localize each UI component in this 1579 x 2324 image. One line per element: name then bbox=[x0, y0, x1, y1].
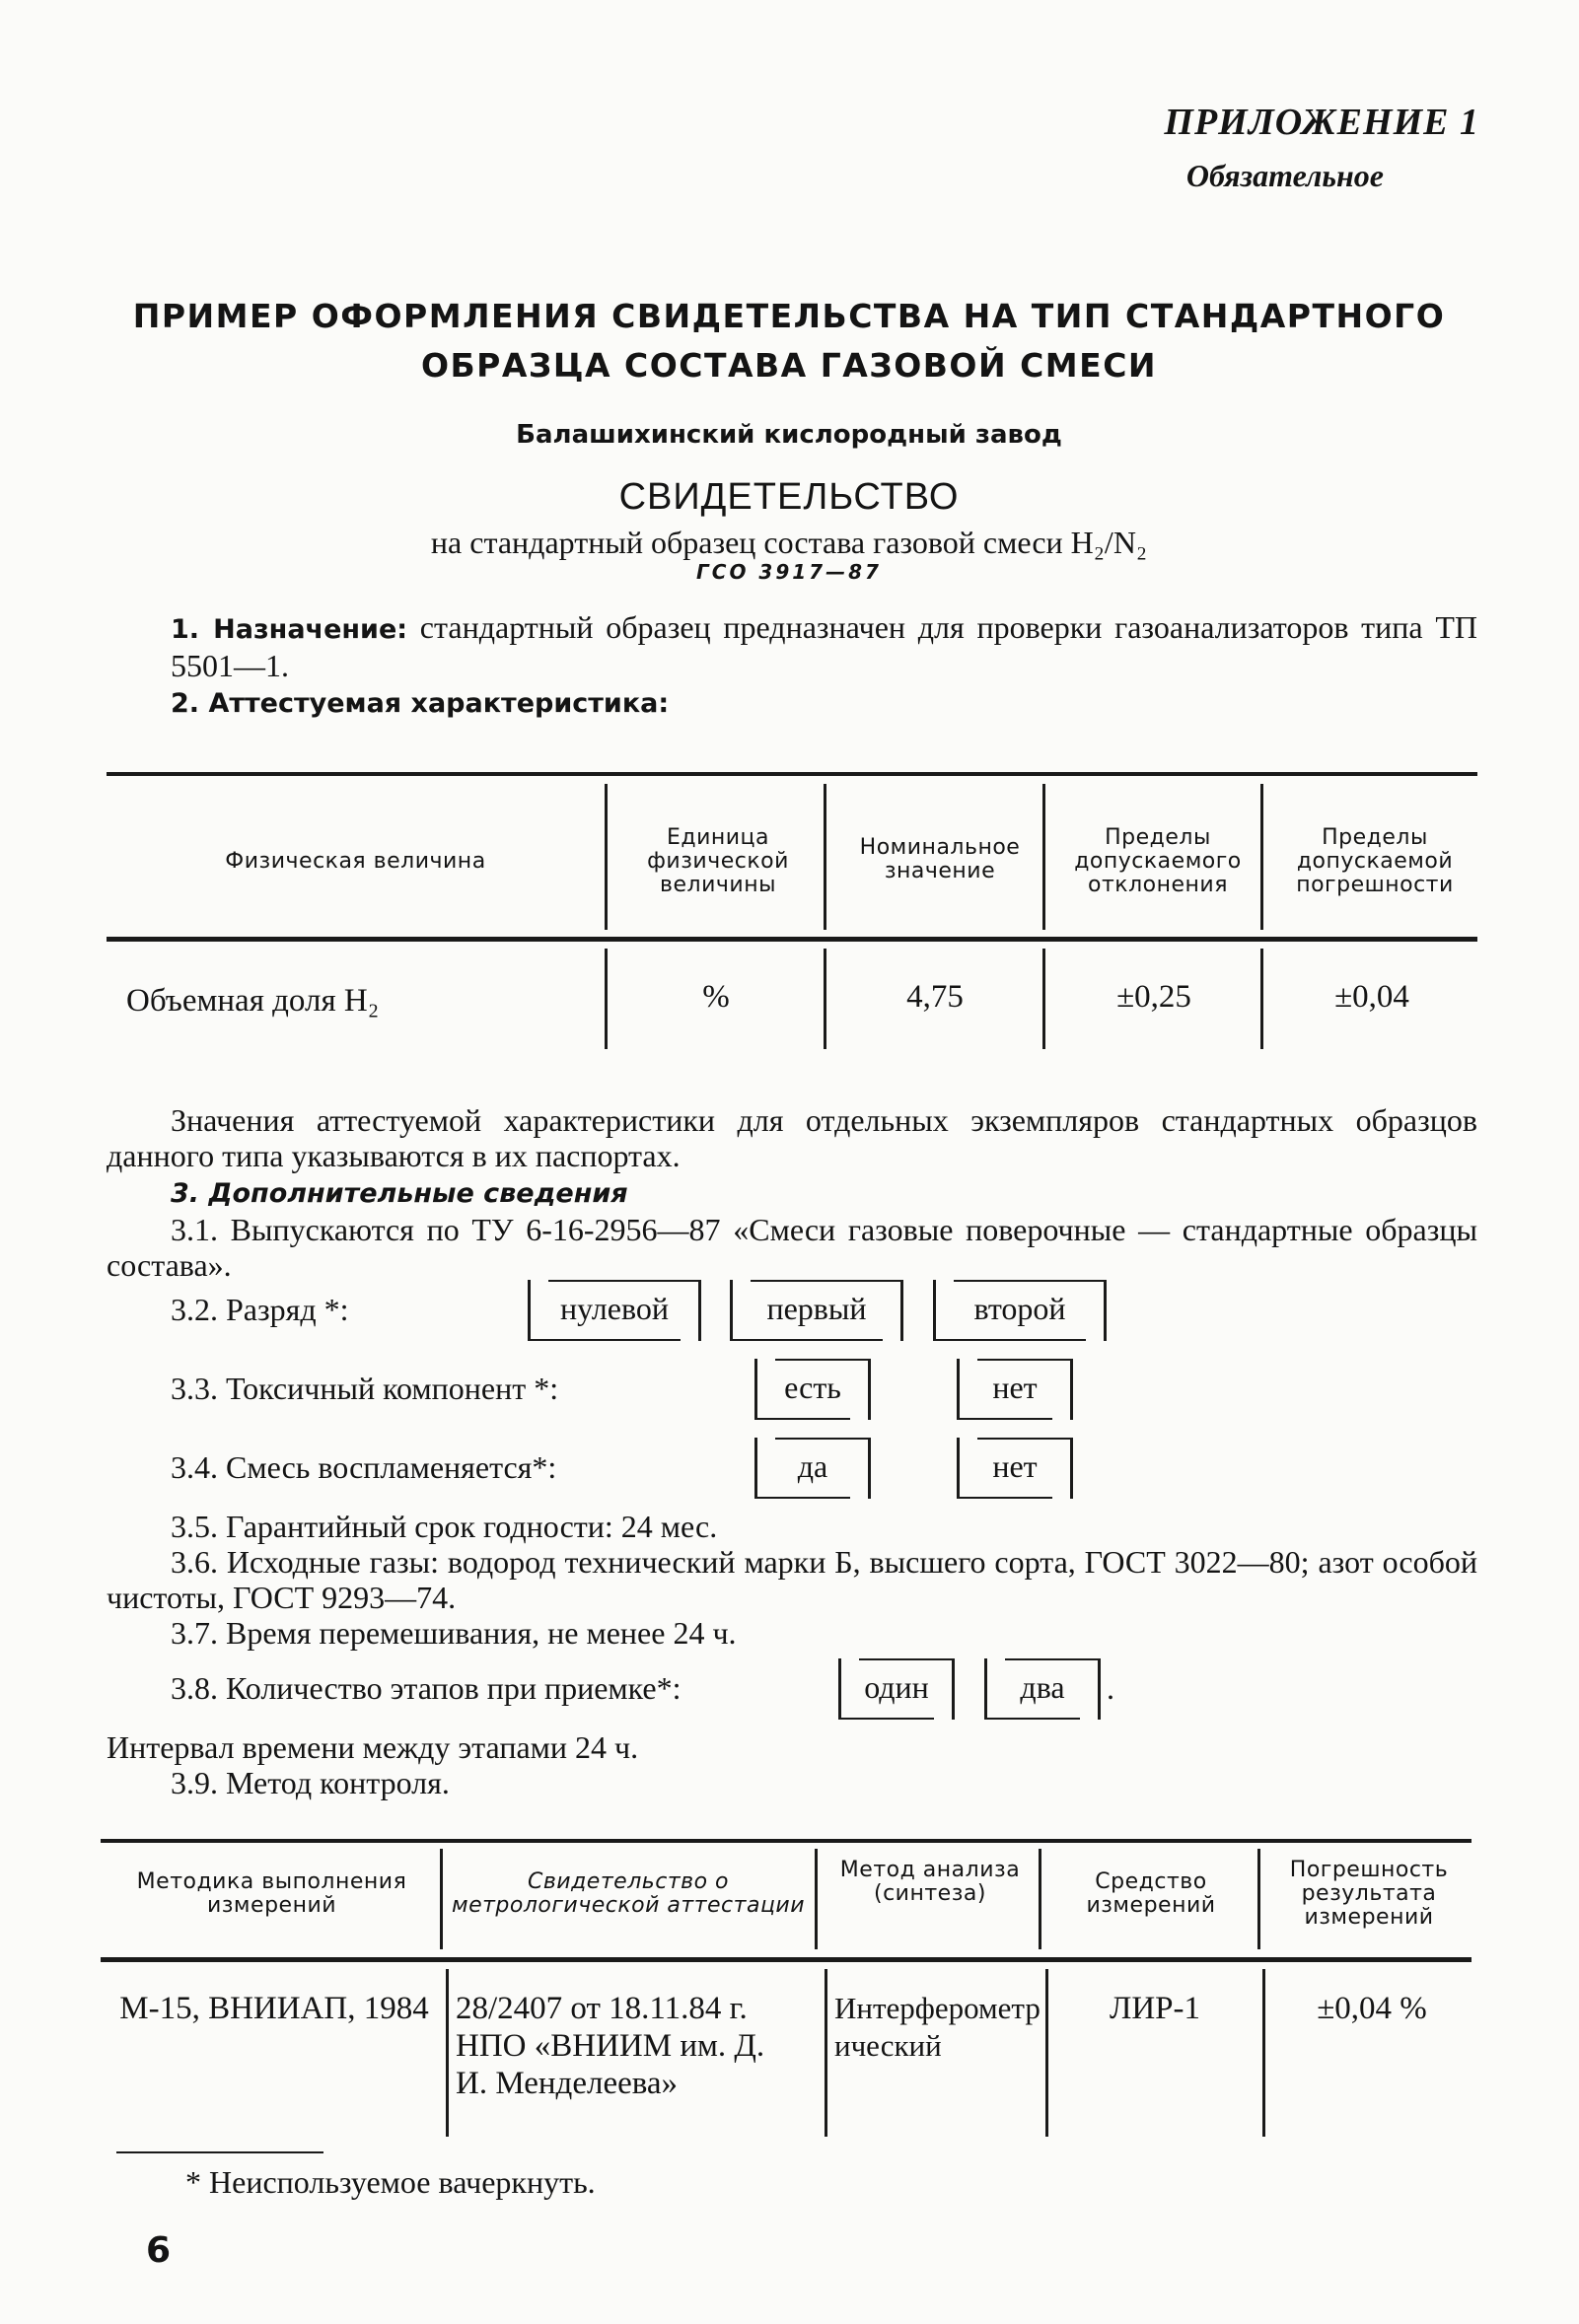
column-divider bbox=[1045, 1969, 1048, 2137]
option-box: второй bbox=[933, 1280, 1107, 1341]
additional-info-label: 3. Дополнительные сведения bbox=[171, 1178, 628, 1209]
appendix-label: ПРИЛОЖЕНИЕ 1 bbox=[1164, 102, 1479, 143]
table-cell: % bbox=[702, 979, 730, 1015]
item-3-8-label: 3.8. Количество этапов при приемке*: bbox=[171, 1670, 682, 1706]
table-header-cell: Погрешность результата измерений bbox=[1289, 1858, 1449, 1930]
table-header-cell: Единица физической величины bbox=[647, 825, 789, 897]
table-cell: Интерферометрический bbox=[834, 1991, 1041, 2063]
table-cell: М-15, ВНИИАП, 1984 bbox=[119, 1991, 429, 2026]
item-3-2-label: 3.2. Разряд *: bbox=[171, 1292, 349, 1327]
column-divider bbox=[446, 1969, 449, 2137]
table-cell: ЛИР-1 bbox=[1109, 1991, 1201, 2026]
option-box: нет bbox=[957, 1438, 1073, 1499]
table-cell: ±0,25 bbox=[1116, 979, 1191, 1015]
table-cell: Объемная доля H₂ bbox=[126, 983, 380, 1019]
table-header-cell: Пределы допускаемой погрешности bbox=[1296, 825, 1454, 897]
table-cell: ±0,04 % bbox=[1317, 1991, 1427, 2026]
table-header-cell: Методика выполнения измерений bbox=[136, 1869, 407, 1918]
table-cell: ±0,04 bbox=[1334, 979, 1409, 1015]
purpose-label: 1. Назначение: bbox=[171, 614, 408, 645]
table-header-cell: Физическая величина bbox=[225, 849, 486, 874]
column-divider bbox=[815, 1849, 818, 1949]
column-divider bbox=[440, 1849, 443, 1949]
item-3-7: 3.7. Время перемешивания, не менее 24 ч. bbox=[171, 1615, 737, 1651]
table-header-cell: Метод анализа (синтеза) bbox=[839, 1858, 1021, 1906]
purpose-text: стандартный образец предназначен для проверки газоанализаторов типа ТП 5501—1. bbox=[171, 609, 1477, 683]
option-box: да bbox=[754, 1438, 871, 1499]
item-3-8-tail: . bbox=[1107, 1670, 1114, 1706]
option-box: один bbox=[838, 1658, 955, 1720]
interval-text: Интервал времени между этапами 24 ч. bbox=[107, 1729, 639, 1765]
column-divider bbox=[1262, 1969, 1265, 2137]
note-values: Значения аттестуемой характеристики для отдельных экземпляров стандартных образцов данного типа указываются в их паспортах. bbox=[107, 1102, 1477, 1173]
table-header-rule bbox=[101, 1957, 1471, 1962]
section-purpose bbox=[107, 609, 1477, 722]
column-divider bbox=[1257, 1849, 1260, 1949]
item-3-6: 3.6. Исходные газы: водород технический марки Б, высшего сорта, ГОСТ 3022—80; азот особой чистоты, ГОСТ 9293—74. bbox=[107, 1544, 1477, 1615]
option-box: нулевой bbox=[528, 1280, 701, 1341]
column-divider bbox=[605, 784, 608, 930]
title-line-2: ОБРАЗЦА СОСТАВА ГАЗОВОЙ СМЕСИ bbox=[420, 346, 1158, 385]
option-box: есть bbox=[754, 1359, 871, 1420]
footnote: * Неиспользуемое вачеркнуть. bbox=[185, 2164, 596, 2200]
item-3-1: 3.1. Выпускаются по ТУ 6-16-2956—87 «Смеси газовые поверочные — стандартные образцы состава». bbox=[107, 1212, 1477, 1283]
item-3-9: 3.9. Метод контроля. bbox=[171, 1765, 450, 1800]
option-box: нет bbox=[957, 1359, 1073, 1420]
column-divider bbox=[1260, 784, 1263, 930]
page-number: 6 bbox=[146, 2230, 172, 2271]
table-top-rule bbox=[101, 1839, 1471, 1843]
column-divider bbox=[1039, 1849, 1041, 1949]
items-3-5-to-3-7 bbox=[107, 1509, 1477, 1651]
footnote-rule bbox=[116, 2151, 323, 2153]
table-header-cell: Номинальное значение bbox=[859, 835, 1021, 883]
table-header-cell: Пределы допускаемого отклонения bbox=[1074, 825, 1242, 897]
certificate-heading: СВИДЕТЕЛЬСТВО bbox=[618, 476, 960, 518]
title-line-1: ПРИМЕР ОФОРМЛЕНИЯ СВИДЕТЕЛЬСТВА НА ТИП СТАНДАРТНОГО bbox=[132, 297, 1446, 335]
section-additional bbox=[107, 1173, 1477, 1283]
certificate-subtitle: на стандартный образец состава газовой смеси H₂/N₂ bbox=[430, 525, 1148, 560]
column-divider bbox=[824, 784, 826, 930]
item-3-4-label: 3.4. Смесь воспламеняется*: bbox=[171, 1449, 557, 1485]
item-3-5: 3.5. Гарантийный срок годности: 24 мес. bbox=[171, 1509, 718, 1544]
document-title bbox=[118, 292, 1460, 390]
table-cell: 4,75 bbox=[906, 979, 964, 1015]
option-box: два bbox=[984, 1658, 1101, 1720]
item-3-3-label: 3.3. Токсичный компонент *: bbox=[171, 1371, 559, 1406]
appendix-status: Обязательное bbox=[1185, 158, 1384, 193]
table-cell: 28/2407 от 18.11.84 г. НПО «ВНИИМ им. Д. И. Менделеева» bbox=[456, 1991, 765, 2101]
gso-number: ГСО 3917—87 bbox=[696, 560, 882, 584]
table-header-cell: Средство измерений bbox=[1086, 1869, 1216, 1918]
attested-characteristic-label: 2. Аттестуемая характеристика: bbox=[171, 688, 670, 719]
table-header-cell: Свидетельство о метрологической аттестации bbox=[451, 1869, 806, 1918]
column-divider bbox=[825, 1969, 827, 2137]
table-header-rule bbox=[107, 937, 1477, 942]
table-top-rule bbox=[107, 772, 1477, 776]
organization-name: Балашихинский кислородный завод bbox=[516, 420, 1062, 450]
option-box: первый bbox=[730, 1280, 903, 1341]
